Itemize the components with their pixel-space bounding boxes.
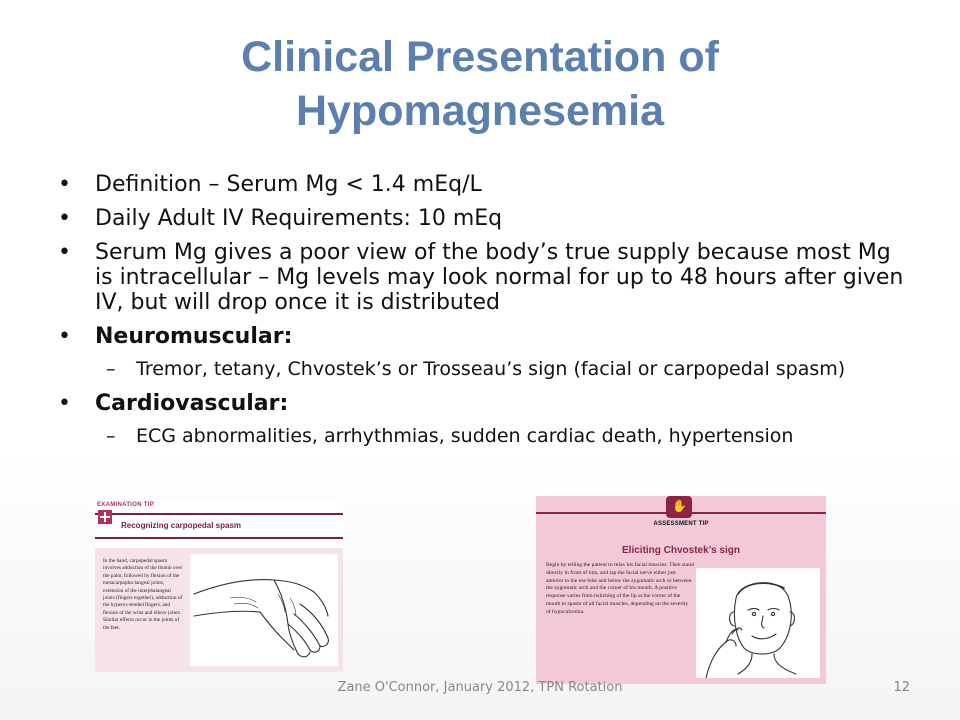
bullet-text: Cardiovascular: (95, 391, 289, 416)
sub-bullet-cardiovascular (58, 425, 908, 448)
examination-tip-label: EXAMINATION TIP (97, 502, 155, 508)
bullet-neuromuscular (58, 324, 908, 349)
examination-tip-heading: Recognizing carpopedal spasm (121, 521, 242, 530)
dash-glyph: – (106, 358, 116, 380)
assessment-tip-label: ASSESSMENT TIP (653, 521, 709, 527)
examination-tip-header (95, 513, 343, 539)
examination-tip-figure (95, 500, 343, 672)
bullet-daily-requirements (58, 206, 908, 231)
bullet-definition (58, 172, 908, 197)
hand-icon (666, 496, 692, 518)
bullet-cardiovascular (58, 391, 908, 416)
slide-page-number: 12 (893, 680, 910, 695)
assessment-tip-heading: Eliciting Chvostek’s sign (622, 545, 740, 556)
carpopedal-spasm-hand-illustration (190, 554, 338, 666)
hand-drawing (190, 554, 338, 666)
sub-bullet-text: Tremor, tetany, Chvostek’s or Trosseau’s sign (facial or carpopedal spasm) (136, 358, 846, 380)
bullet-text: Daily Adult IV Requirements: 10 mEq (95, 206, 503, 231)
bullet-glyph: • (58, 206, 71, 231)
dash-glyph: – (106, 425, 116, 447)
bullet-text: Neuromuscular: (95, 324, 293, 349)
slide-title-line-2: Hypomagnesemia (295, 87, 665, 135)
slide-title-line-1: Clinical Presentation of (241, 33, 719, 81)
bullet-glyph: • (58, 391, 71, 416)
face-drawing (696, 568, 820, 678)
chvostek-sign-face-illustration (696, 568, 820, 678)
slide-footer: Zane O'Connor, January 2012, TPN Rotation (337, 680, 623, 695)
bullet-text: Serum Mg gives a poor view of the body’s true supply because most Mg is intracellular – Mg levels may look normal for up to 48 hours after given IV, but will drop once it is distributed (95, 240, 904, 315)
sub-bullet-neuromuscular (58, 358, 908, 381)
bullet-glyph: • (58, 240, 71, 265)
bullet-glyph: • (58, 172, 71, 197)
bullet-list (58, 172, 908, 455)
examination-tip-text: In the hand, carpopedal spasm involves adduction of the thumb over the palm, followed by flexion of the metacarpopha-langeal joints, extension of the interphalangeal joints (fingers together), adduction of the hyperex-tended fingers, and flexion of the wrist and elbow joints. Similar effects occur in the joints of the feet. (103, 558, 183, 631)
bullet-text: Definition – Serum Mg < 1.4 mEq/L (95, 172, 482, 197)
bullet-serum-mg (58, 240, 908, 315)
bullet-glyph: • (58, 324, 71, 349)
examination-tip-body (95, 548, 343, 672)
slide-title (60, 30, 900, 138)
assessment-tip-figure (536, 496, 826, 684)
assessment-tip-text: Begin by telling the patient to relax his facial muscles. Then stand directly in front of him, and tap the facial nerve either just anterior to the ear-lobe and below the zygomatic arch or between the zygomatic arch and the corner of his mouth. A positive response varies from twitching of the lip at the corner of the mouth to spasm of all facial muscles, depending on the severity of hypocalcemia. (546, 562, 694, 615)
sub-bullet-text: ECG abnormalities, arrhythmias, sudden cardiac death, hypertension (136, 425, 794, 447)
plus-grid-icon (98, 510, 112, 524)
